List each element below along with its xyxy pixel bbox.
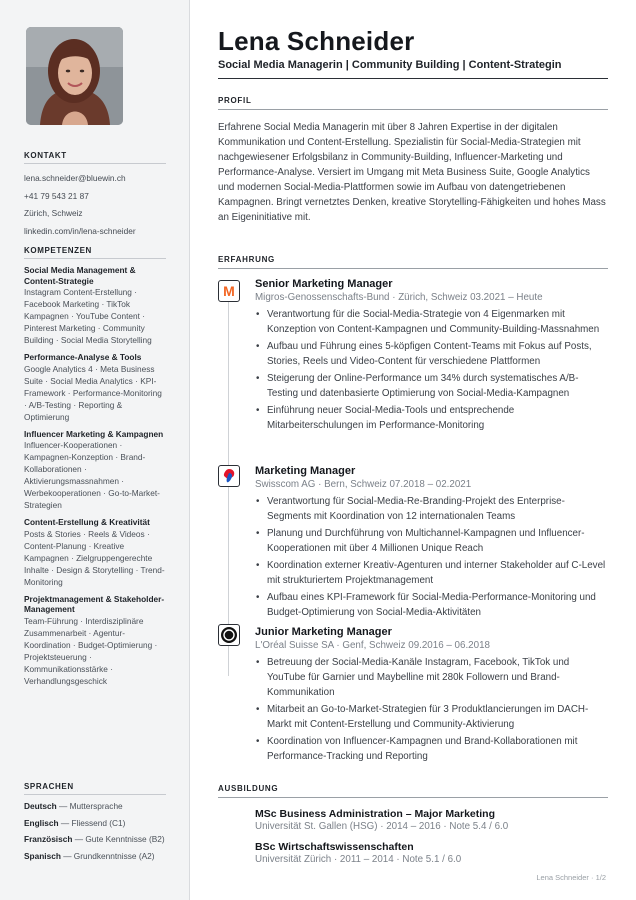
job-meta: Swisscom AG · Bern, Schweiz 07.2018 – 02.2021 xyxy=(255,479,472,490)
loreal-mark xyxy=(220,626,238,644)
bullet-item: • Mitarbeit an Go-to-Market-Strategien für 3 Produktlancierungen im DACH-Markt mit Content-Erstellung und Community-Aktivierung xyxy=(255,702,608,732)
bullet-item: • Einführung neuer Social-Media-Tools und entsprechende Mitarbeiterschulungen im Performance-Monitoring xyxy=(255,403,608,433)
skill-group xyxy=(24,594,166,687)
logo-letter: M xyxy=(223,283,235,299)
bullet-item: • Verantwortung für die Social-Media-Strategie von 4 Eigenmarken mit Konzeption von Content-Kampagnen und Community-Building-Massnahmen xyxy=(255,307,608,337)
skill-title: Social Media Management & Content-Strategie xyxy=(24,265,136,286)
skill-body: Instagram Content-Erstellung · Facebook Marketing · TikTok Kampagnen · YouTube Content · Pinterest Marketing · Community Building · Social Media Storytelling xyxy=(24,287,152,345)
migros-logo-icon xyxy=(218,280,240,302)
job-bullets xyxy=(255,307,608,435)
bullet-item: • Koordination externer Kreativ-Agenturen und interner Stakeholder auf C-Level mit strukturiertem Projektmanagement xyxy=(255,558,608,588)
language-name: Deutsch xyxy=(24,801,57,811)
skill-body: Posts & Stories · Reels & Videos · Content-Planung · Kreative Kampagnen · Zielgruppengerechte Inhalte · Design & Storytelling · Trend-Monitoring xyxy=(24,528,165,587)
language-level: — Muttersprache xyxy=(56,801,123,811)
skill-title: Content-Erstellung & Kreativität xyxy=(24,517,150,527)
profile-photo xyxy=(26,27,123,125)
contact-heading: KONTAKT xyxy=(24,151,166,164)
profile-text: Erfahrene Social Media Managerin mit über 8 Jahren Expertise in der digitalen Kommunikation und Content-Erstellung. Spezialistin für Social-Media-Strategien mit nachgewiesener Erfolgsbilanz in Community-Building, Influencer-Marketing und Performance-Analyse. Versiert im Umgang mit Meta Business Suite, Google Analytics und modernen Social-Media-Plattformen sowie im Aufbau von datengetriebenen Kampagnen. Bringt vernetztes Denken, kreative Storytelling-Fähigkeiten und hohes Mass an Eigeninitiative mit. xyxy=(218,122,606,223)
job-bullets xyxy=(255,494,608,622)
language-item xyxy=(24,818,166,830)
bullet-item: • Koordination von Influencer-Kampagnen und Brand-Kollaborationen mit Performance-Tracking und Reporting xyxy=(255,734,608,764)
language-level: — Gute Kenntnisse (B2) xyxy=(72,834,165,844)
job-meta: L'Oréal Suisse SA · Genf, Schweiz 09.2016 – 06.2018 xyxy=(255,640,490,651)
language-level: — Grundkenntnisse (A2) xyxy=(60,850,155,861)
location: Zürich, Schweiz xyxy=(24,208,83,218)
skill-body: Influencer-Kooperationen · Kampagnen-Konzeption · Brand-Kollaborationen · Aktivierungsmassnahmen · Werbekooperationen · Go-to-Market-Strategien xyxy=(24,440,160,510)
skill-group xyxy=(24,429,166,512)
skill-title: Influencer Marketing & Kampagnen xyxy=(24,428,164,439)
language-level: — Fliessend (C1) xyxy=(58,817,126,828)
skills-section xyxy=(24,246,166,693)
bullet-item: • Verantwortung für Social-Media-Re-Branding-Projekt des Enterprise-Segments mit Koordination von 12 internationalen Teams xyxy=(255,494,608,524)
bullet-item: • Betreuung der Social-Media-Kanäle Instagram, Facebook, TikTok und YouTube für Garnier und Maybelline mit 280k Followern und Brand-Kommunikation xyxy=(255,655,608,700)
swisscom-logo-icon xyxy=(218,465,240,487)
job-bullets xyxy=(255,655,608,766)
page-footer: Lena Schneider · 1/2 xyxy=(536,873,606,882)
language-item xyxy=(24,851,166,863)
candidate-subtitle: Social Media Managerin | Community Building | Content-Strategin xyxy=(218,59,562,71)
skill-body: Google Analytics 4 · Meta Business Suite · Social Media Analytics · KPI-Framework · Performance-Monitoring · A/B-Testing · Reporting & Optimierung xyxy=(24,363,162,422)
candidate-name: Lena Schneider xyxy=(218,26,415,56)
language-name: Spanisch xyxy=(24,850,61,861)
skill-body: Team-Führung · Interdisziplinäre Zusammenarbeit · Agentur-Koordination · Budget-Optimierung · Projektsteuerung · Kommunikationsstärke · Verhandlungsgeschick xyxy=(24,615,158,686)
languages-section xyxy=(24,782,166,867)
profile-heading: PROFIL xyxy=(218,96,608,110)
education-item xyxy=(255,841,608,865)
phone[interactable]: +41 79 543 21 87 xyxy=(24,190,89,201)
skill-group xyxy=(24,517,166,588)
bullet-item: • Aufbau und Führung eines 5-köpfigen Content-Teams mit Fokus auf Posts, Stories, Reels und Video-Content für verschiedene Plattformen xyxy=(255,339,608,369)
linkedin-link[interactable]: linkedin.com/in/lena-schneider xyxy=(24,225,136,236)
language-item xyxy=(24,801,166,813)
sidebar xyxy=(0,0,190,900)
education-heading: AUSBILDUNG xyxy=(218,784,608,798)
job-title: Junior Marketing Manager xyxy=(255,626,392,638)
degree-title: MSc Business Administration – Major Marketing xyxy=(255,808,495,820)
degree-title: BSc Wirtschaftswissenschaften xyxy=(255,841,414,853)
job-title: Senior Marketing Manager xyxy=(255,278,393,290)
bullet-item: • Aufbau eines KPI-Framework für Social-Media-Performance-Monitoring und Budget-Optimierung von Social-Media-Aktivitäten xyxy=(255,590,608,620)
title-divider xyxy=(218,78,608,79)
education-item xyxy=(255,808,608,832)
experience-heading: ERFAHRUNG xyxy=(218,255,608,269)
skill-group xyxy=(24,265,166,346)
bullet-item: • Steigerung der Online-Performance um 34% durch systematisches A/B-Testing und datenbasierte Optimierung von Social-Media-Kampagnen xyxy=(255,371,608,401)
languages-heading: SPRACHEN xyxy=(24,782,166,795)
portrait-image xyxy=(26,27,123,125)
degree-meta: Universität St. Gallen (HSG) · 2014 – 2016 · Note 5.4 / 6.0 xyxy=(255,821,509,832)
skill-title: Projektmanagement & Stakeholder-Management xyxy=(24,593,165,614)
degree-meta: Universität Zürich · 2011 – 2014 · Note 5.1 / 6.0 xyxy=(255,854,462,865)
contact-section xyxy=(24,151,166,240)
skill-title: Performance-Analyse & Tools xyxy=(24,352,142,362)
email[interactable]: lena.schneider@bluewin.ch xyxy=(24,173,126,183)
job-title: Marketing Manager xyxy=(255,465,356,477)
loreal-logo-icon xyxy=(218,624,240,646)
bullet-item: • Planung und Durchführung von Multichannel-Kampagnen und Influencer-Kooperationen mit über 4 Millionen Unique Reach xyxy=(255,526,608,556)
skills-heading: KOMPETENZEN xyxy=(24,246,166,259)
skill-group xyxy=(24,352,166,423)
swisscom-mark xyxy=(221,468,237,484)
language-item xyxy=(24,834,166,846)
language-name: Englisch xyxy=(24,817,59,828)
language-name: Französisch xyxy=(24,834,73,844)
job-meta: Migros-Genossenschafts-Bund · Zürich, Schweiz 03.2021 – Heute xyxy=(255,292,543,303)
